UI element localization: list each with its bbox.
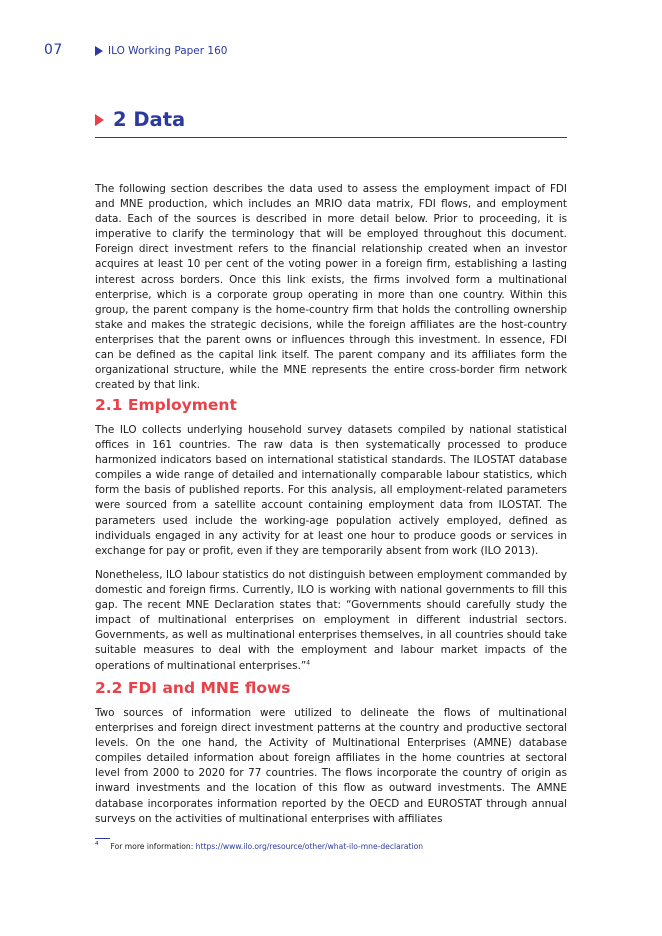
running-title: ILO Working Paper 160 — [108, 45, 228, 57]
section-title-text: 2 Data — [113, 108, 186, 131]
play-triangle-icon — [95, 46, 103, 56]
employment-paragraph-2 — [95, 568, 567, 674]
employment-paragraph-2-text: Nonetheless, ILO labour statistics do not distinguish between employment commanded by domestic and foreign firms. Currently, ILO is working with national governments to fill this gap. The recent MNE Declaration states that: “Governments should carefully study the impact of multinational enterprises on employment in different industrial sectors. Governments, as well as multinational enterprises themselves, in all countries should take suitable measures to deal with the employment and labour market impacts of the operations of multinational enterprises.” — [95, 569, 567, 672]
footnote-link[interactable]: https://www.ilo.org/resource/other/what-ilo-mne-declaration — [195, 842, 424, 851]
section-title — [95, 108, 567, 131]
employment-heading: 2.1 Employment — [95, 396, 237, 414]
page-number: 07 — [44, 42, 63, 58]
footnote-divider — [95, 838, 110, 839]
flows-paragraph-1: Two sources of information were utilized to delineate the flows of multinational enterprises and foreign direct investment patterns at the country and productive sectoral levels. On the one hand, the Activity of Multinational Enterprises (AMNE) database compiles detailed information about foreign affiliates in the home countries at sectoral level from 2000 to 2020 for 77 countries. The flows incorporate the country of origin as inward investments and the location of this flow as outward investments. The AMNE database incorporates information reported by the OECD and EUROSTAT through annual surveys on the activities of multinational enterprises with affiliates — [95, 707, 567, 825]
running-header — [95, 45, 227, 57]
footnote-reference[interactable]: 4 — [306, 659, 311, 667]
intro-paragraph: The following section describes the data used to assess the employment impact of FDI and MNE production, which includes an MRIO data matrix, FDI flows, and employment data. Each of the sources is described in more detail below. Prior to proceeding, it is imperative to clarify the terminology that will be employed throughout this document. Foreign direct investment refers to the financial relationship created when an investor acquires at least 10 per cent of the voting power in a foreign firm, establishing a lasting interest across borders. Once this link exists, the firms involved form a multinational enterprise, which is a corporate group operating in more than one country. Within this group, the parent company is the home-country firm that holds the controlling ownership stake and makes the strategic decisions, while the foreign affiliates are the host-country enterprises that the parent owns or influences through this investment. In essence, FDI can be defined as the capital link itself. The parent company and its affiliates form the organizational structure, while the MNE represents the entire cross-border firm network created by that link. — [95, 183, 567, 392]
title-divider — [95, 137, 567, 138]
footnote-number: 4 — [95, 841, 99, 847]
flows-heading: 2.2 FDI and MNE flows — [95, 679, 291, 697]
footnote — [95, 842, 423, 851]
play-triangle-icon — [95, 114, 104, 126]
footnote-text: For more information: — [110, 842, 194, 851]
employment-paragraph-1: The ILO collects underlying household survey datasets compiled by national statistical offices in 161 countries. The raw data is then systematically processed to produce harmonized indicators based on international statistical standards. The ILOSTAT database compiles a wide range of detailed and internationally comparable labour statistics, which form the basis of published reports. For this analysis, all employment-related parameters were sourced from a satellite account containing employment data from ILOSTAT. The parameters used include the working-age population actively employed, defined as individuals engaged in any activity for at least one hour to produce goods or services in exchange for pay or profit, even if they are temporarily absent from work (ILO 2013). — [95, 424, 567, 557]
